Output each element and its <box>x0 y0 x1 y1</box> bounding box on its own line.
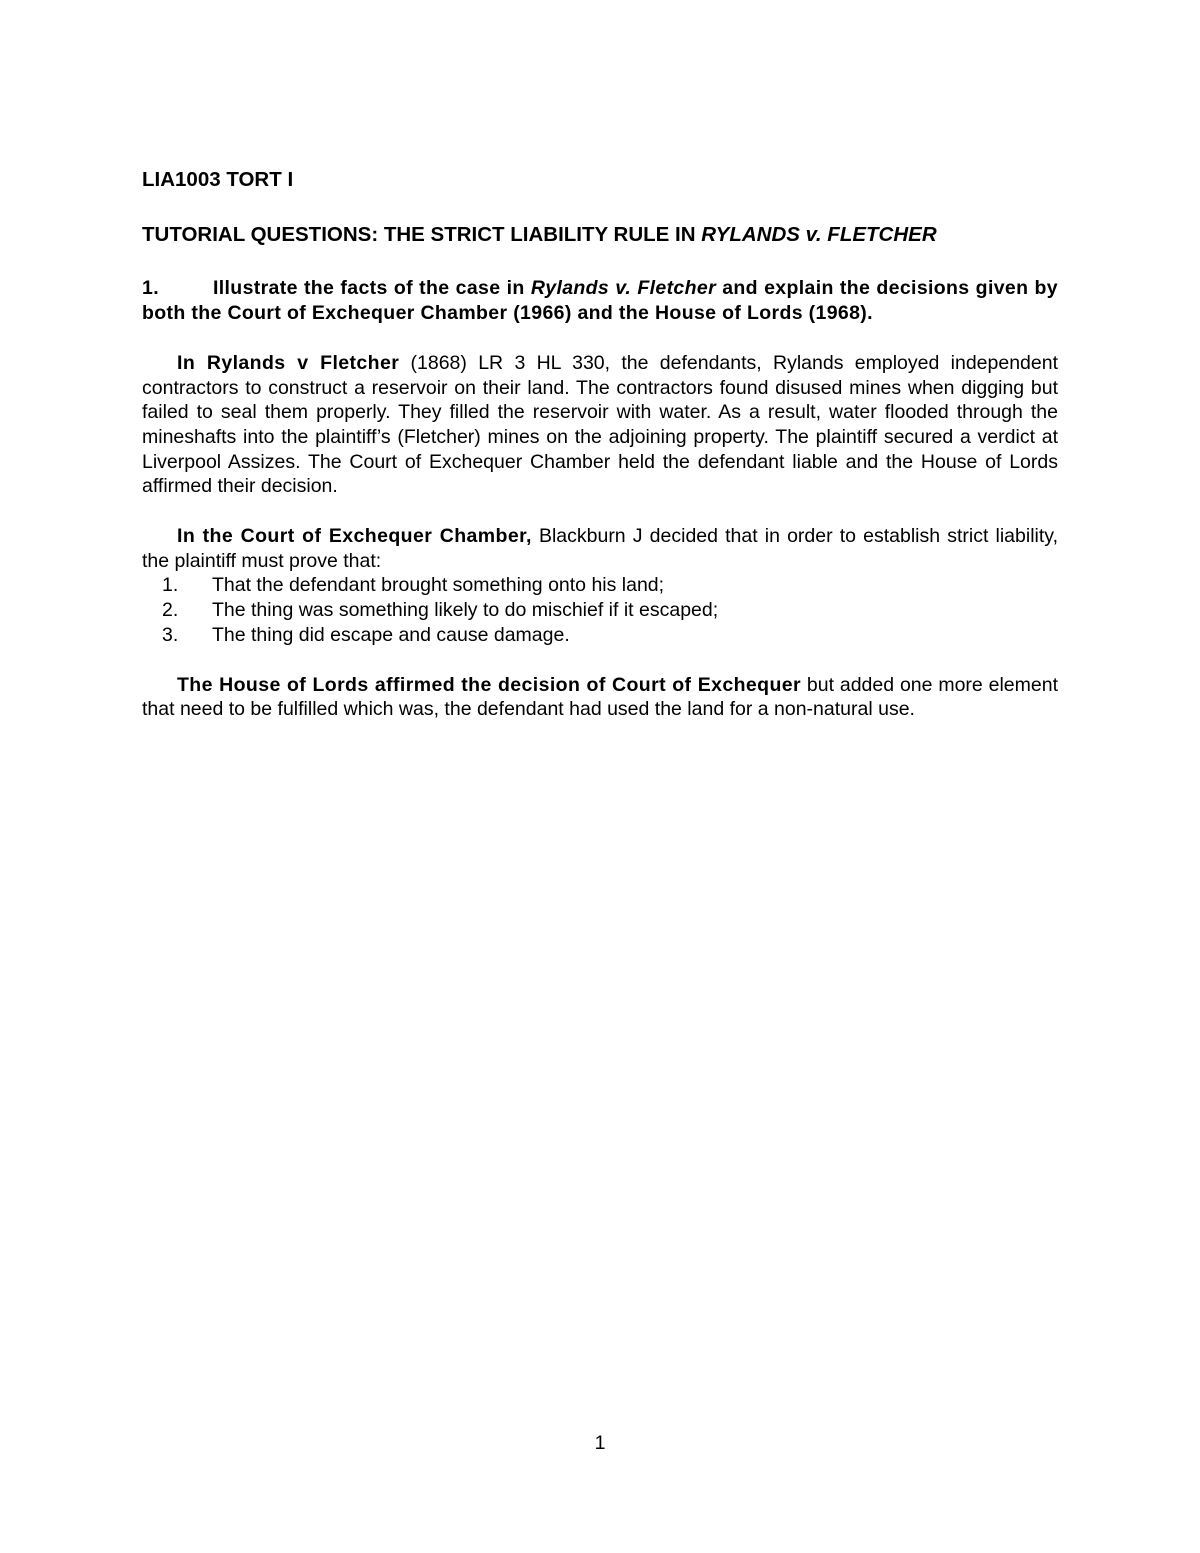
list-item <box>142 598 1058 623</box>
course-title: LIA1003 TORT I <box>142 168 294 191</box>
liability-elements-list <box>142 573 1058 647</box>
question-number: 1. <box>142 277 159 300</box>
list-item-number: 2. <box>162 599 179 622</box>
heading-case-name: RYLANDS v. FLETCHER <box>701 222 937 246</box>
answer-paragraph-facts <box>142 351 1058 499</box>
exchequer-text: Blackburn J decided that in order to establish strict liability, the plaintiff must prove that: <box>142 525 1058 572</box>
house-of-lords-lead: The House of Lords affirmed the decision of Court of Exchequer <box>177 673 802 696</box>
tutorial-heading <box>142 223 1058 248</box>
heading-prefix: TUTORIAL QUESTIONS: THE STRICT LIABILITY RULE IN <box>142 222 702 246</box>
question-text-before: Illustrate the facts of the case in <box>213 277 531 300</box>
list-item <box>142 623 1058 648</box>
page-number: 1 <box>594 1432 606 1454</box>
answer-paragraph-house-of-lords <box>142 673 1058 722</box>
question-text-after: and explain the decisions given by both the Court of Exchequer Chamber (1966) and the House of Lords (1968). <box>142 277 1058 325</box>
list-item-text: That the defendant brought something onto his land; <box>212 574 665 597</box>
page-content <box>142 168 1058 722</box>
question-1 <box>142 276 1058 325</box>
facts-text: (1868) LR 3 HL 330, the defendants, Rylands employed independent contractors to construct a reservoir on their land. The contractors found disused mines when digging but failed to seal them properly. They filled the reservoir with water. As a result, water flooded through the mineshafts into the plaintiff’s (Fletcher) mines on the adjoining property. The plaintiff secured a verdict at Liverpool Assizes. The Court of Exchequer Chamber held the defendant liable and the House of Lords affirmed their decision. <box>142 351 1058 498</box>
list-item <box>142 573 1058 598</box>
exchequer-lead: In the Court of Exchequer Chamber, <box>177 525 532 548</box>
house-of-lords-text: but added one more element that need to be fulfilled which was, the defendant had used the land for a non-natural use. <box>142 673 1058 721</box>
list-item-text: The thing did escape and cause damage. <box>212 623 570 646</box>
answer-paragraph-exchequer <box>142 524 1058 573</box>
list-item-number: 3. <box>162 623 179 646</box>
list-item-text: The thing was something likely to do mischief if it escaped; <box>212 599 719 622</box>
question-case-name: Rylands v. Fletcher <box>530 277 717 300</box>
list-item-number: 1. <box>162 574 179 597</box>
facts-lead: In Rylands v Fletcher <box>177 351 400 374</box>
